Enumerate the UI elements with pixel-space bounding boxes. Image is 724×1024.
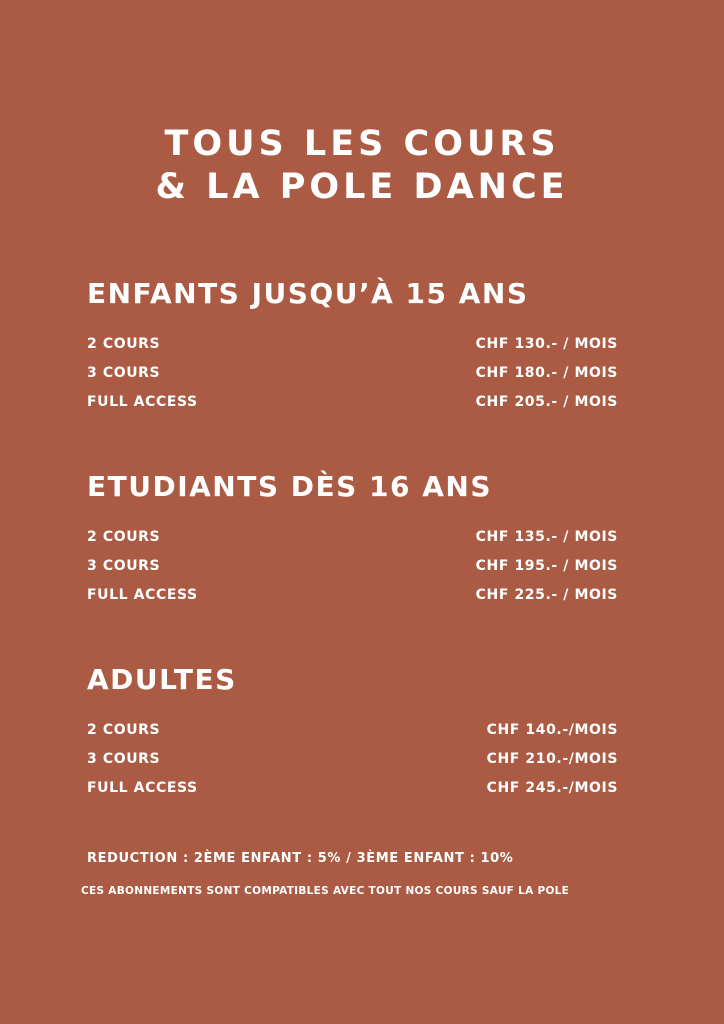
- price-row: [87, 580, 618, 609]
- reduction-text: REDUCTION : 2ÈME ENFANT : 5% / 3ÈME ENFANT : 10%: [87, 851, 514, 866]
- price-row: [87, 329, 618, 358]
- price-row: [87, 773, 618, 802]
- section-enfants: [87, 277, 618, 416]
- compatibility-note: CES ABONNEMENTS SONT COMPATIBLES AVEC TOUT NOS COURS SAUF LA POLE: [81, 885, 570, 897]
- price-value: CHF 225.- / MOIS: [475, 586, 618, 603]
- price-row: [87, 387, 618, 416]
- section-heading: ETUDIANTS DÈS 16 ANS: [87, 470, 493, 503]
- price-value: CHF 205.- / MOIS: [475, 393, 618, 410]
- price-label: FULL ACCESS: [87, 586, 198, 603]
- price-row: [87, 522, 618, 551]
- price-value: CHF 130.- / MOIS: [475, 335, 618, 352]
- price-label: 2 COURS: [87, 335, 161, 352]
- price-label: 2 COURS: [87, 528, 161, 545]
- price-label: FULL ACCESS: [87, 393, 198, 410]
- section-heading: ENFANTS JUSQU’À 15 ANS: [87, 277, 529, 310]
- price-row: [87, 358, 618, 387]
- price-row: [87, 744, 618, 773]
- price-label: 3 COURS: [87, 750, 161, 767]
- price-label: 3 COURS: [87, 364, 161, 381]
- section-etudiants: [87, 470, 618, 609]
- price-label: 3 COURS: [87, 557, 161, 574]
- price-value: CHF 140.-/MOIS: [486, 721, 618, 738]
- title-line-1: TOUS LES COURS: [164, 124, 560, 164]
- price-value: CHF 245.-/MOIS: [486, 779, 618, 796]
- price-value: CHF 195.- / MOIS: [475, 557, 618, 574]
- price-value: CHF 135.- / MOIS: [475, 528, 618, 545]
- price-label: 2 COURS: [87, 721, 161, 738]
- section-adultes: [87, 663, 618, 802]
- page-title: [0, 123, 724, 209]
- price-value: CHF 210.-/MOIS: [486, 750, 618, 767]
- price-row: [87, 715, 618, 744]
- price-row: [87, 551, 618, 580]
- price-label: FULL ACCESS: [87, 779, 198, 796]
- section-heading: ADULTES: [87, 663, 237, 696]
- title-line-2: & LA POLE DANCE: [155, 167, 569, 207]
- price-value: CHF 180.- / MOIS: [475, 364, 618, 381]
